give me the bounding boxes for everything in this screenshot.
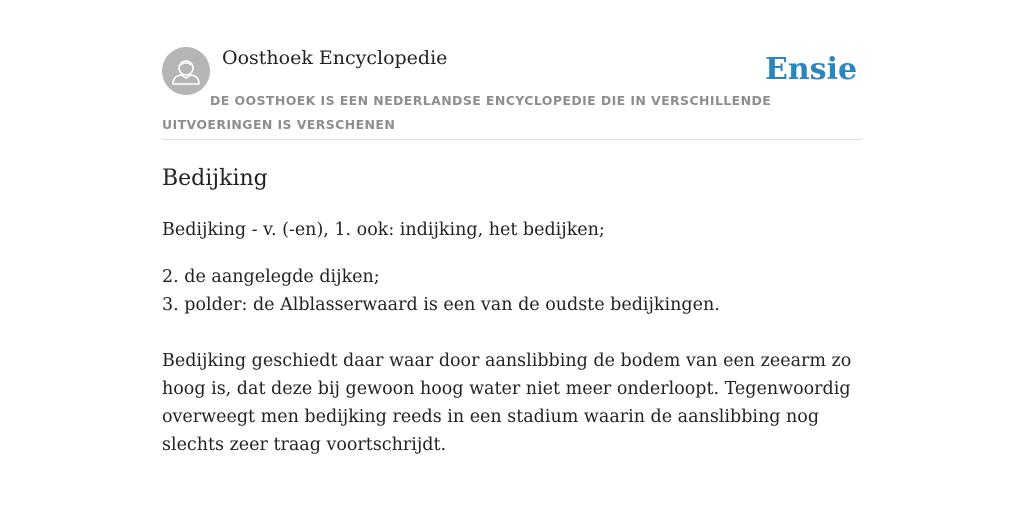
header-divider xyxy=(162,139,862,140)
article-title: Bedijking xyxy=(162,166,268,191)
source-name-link[interactable]: Oosthoek Encyclopedie xyxy=(222,47,448,69)
article-paragraph: 2. de aangelegde dijken; xyxy=(162,267,380,287)
user-icon xyxy=(162,47,210,95)
article-paragraph: 3. polder: de Alblasserwaard is een van de oudste bedijkingen. xyxy=(162,295,720,315)
source-avatar[interactable] xyxy=(162,47,210,95)
article-paragraph: Bedijking - v. (-en), 1. ook: indijking, het bedijken; xyxy=(162,220,605,240)
source-description: DE OOSTHOEK IS EEN NEDERLANDSE ENCYCLOPEDIE DIE IN VERSCHILLENDE UITVOERINGEN IS VERSCHENEN xyxy=(162,93,772,132)
article-paragraph: Bedijking geschiedt daar waar door aanslibbing de bodem van een zeearm zo hoog is, dat deze bij gewoon hoog water niet meer onderloopt. Tegenwoordig overweegt men bedijking reeds in een stadium waarin de aanslibbing nog slechts zeer traag voortschrijdt. xyxy=(162,351,852,455)
ensie-logo[interactable]: Ensie xyxy=(765,52,858,87)
